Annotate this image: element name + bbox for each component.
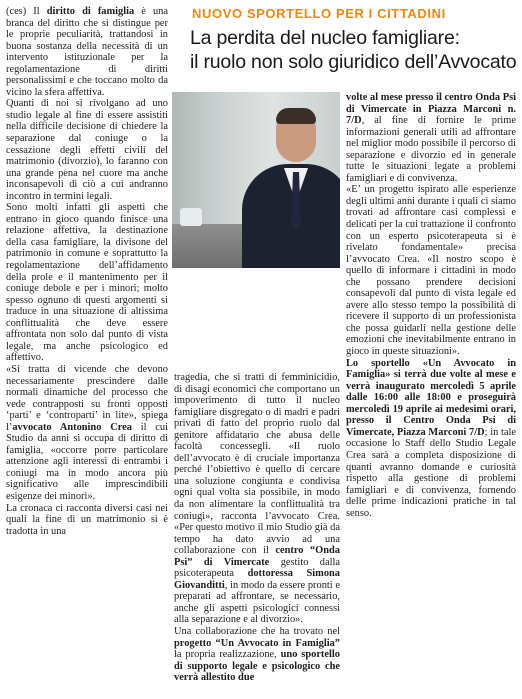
- paragraph-bold-text: dottoressa Simona Giovanditti: [174, 568, 341, 591]
- article-paragraph: [6, 98, 168, 202]
- article-paragraph: [6, 6, 168, 98]
- paragraph-text: tragedia, che si tratti di femminicidio, di disagi economici che comportano un impoverimento di tutto il nucleo famigliare disgregato o di madri e padri privati di fatto del proprio ruolo dal genitore affidatario che abusa delle facoltà concessegli. «Il ruolo dell’avvocato è di cruciale importanza perché l’obiettivo è quello di cercare una soluzione congiunta e condivisa ogni qual volta sia possibile, in modo da non alimentare la conflittualità tra coniugi», racconta l’avvocato Crea. «Per questo motivo il mio Studio già da tempo ha dato avvio ad una collaborazione con il: [174, 372, 340, 557]
- paragraph-text: gestito dalla psicoterapeuta: [174, 556, 340, 580]
- paragraph-text: , al fine di fornire le prime informazioni generali utili ad affrontare nel miglior modo possibile il percorso di separazione e divorzio ed in generale tutte le situazioni legate a problemi famigliari e di convivenza.: [346, 115, 516, 184]
- article-paragraph: [346, 92, 516, 184]
- paragraph-bold-text: centro “Onda Psi” di Vimercate: [174, 545, 340, 568]
- paragraph-text: la propria realizzazione,: [174, 649, 281, 661]
- paragraph-text: il cui Studio da anni si occupa di diritto di famiglia, «occorre porre particolare attenzione agli interessi di entrambi i coniugi ma in modo ancora più significativo alle imprescindibili esigenze dei minori».: [6, 421, 168, 502]
- paragraph-text: Sono molti infatti gli aspetti che entrano in gioco quando finisce una relazione affettiva, la destinazione della casa famigliare, la divisone del patrimonio in comune e soprattutto la regolamentazione dell’affidamento della prole e il mantenimento per il coniuge debole e per i minori; molto spesso ognuno di questi argomenti si traduce in una situazione di altissima conflittualità che deve essere affrontata non solo dal punto di vista legale, ma anche psicologico ed affettivo.: [6, 202, 168, 364]
- paragraph-bold-text: diritto di famiglia: [46, 6, 135, 17]
- headline-line-2: il ruolo non solo giuridico dell’Avvocato: [190, 51, 517, 73]
- article-paragraph: [6, 364, 168, 503]
- article-paragraph: [6, 503, 168, 538]
- article-paragraph: [174, 626, 340, 684]
- paragraph-bold-text: progetto “Un Avvocato in Famiglia”: [174, 637, 340, 649]
- article-paragraph: [6, 202, 168, 364]
- article-headline: [190, 26, 518, 74]
- paragraph-bold-text: avvocato Antonino Crea: [12, 421, 132, 433]
- paragraph-text: è una branca del diritto che si distingue per le proprie peculiarità, trattandosi in buona sostanza della necessità di un intervento istituzionale per la regolamentazione di diritti personalissimi e che toccano molto da vicino la sfera affettiva.: [6, 6, 168, 98]
- article-paragraph: [174, 372, 340, 626]
- section-kicker: NUOVO SPORTELLO PER I CITTADINI: [192, 6, 446, 21]
- paragraph-text: «Si tratta di vicende che devono necessariamente prescindere dalle normali dinamiche del processo che vede contrapposti su fronti opposti ‘parti’ e ‘controparti’ in lite», spiega l’: [6, 363, 168, 433]
- article-column-left: [6, 6, 168, 537]
- article-column-right: [346, 92, 516, 519]
- paragraph-text: Quanti di noi si rivolgano ad uno studio legale al fine di essere assistiti nella difficile decisione di chiedere la separazione dal coniuge o la cessazione degli effetti civili del matrimonio (divorzio), lo faranno con una grande pena nel cuore ma anche inconsapevoli di ciò a cui andranno incontro in termini legali.: [6, 98, 168, 202]
- article-paragraph: [346, 184, 516, 357]
- paragraph-bold-text: uno sportello di supporto legale e psicologico che verrà allestito due: [174, 649, 340, 684]
- lawyer-portrait-photo: [172, 92, 340, 268]
- paragraph-text: ; in tale occasione lo Staff dello Studio Legale Crea sarà a completa disposizione di quanti avranno domande e curiosità rispetto alla gestione di problemi famigliari e di convivenza, fornendo delle prime indicazioni pratiche in tal senso.: [346, 426, 516, 519]
- article-column-middle: [174, 372, 340, 684]
- paragraph-text: «E’ un progetto ispirato alle esperienze degli ultimi anni durante i quali ci siamo trovati ad affrontare casi complessi e delicati per la cui trattazione il confronto con un esperto psicoterapeuta si è rivelato fondamentale» precisa l’avvocato Crea. «Il nostro scopo è quello di informare i cittadini in modo che possano prendere decisioni consapevoli dal punto di vista legale ed avere allo stesso tempo la possibilità di ricevere il supporto di un professionista che possa guidarli nella gestione delle emozioni che inevitabilmente entrano in gioco in queste situazioni».: [346, 184, 516, 358]
- paragraph-text: La cronaca ci racconta diversi casi nei quali la fine di un matrimonio si è tradotta in una: [6, 502, 168, 537]
- paragraph-text: (ces) Il: [6, 6, 47, 17]
- paragraph-text: Una collaborazione che ha trovato nel: [174, 626, 340, 638]
- paragraph-bold-text: volte al mese presso il centro Onda Psi di Vimercate in Piazza Marconi n. 7/D: [346, 92, 516, 127]
- paragraph-text: , in modo da essere pronti e preparati ad affrontare, se necessario, anche gli aspetti psicologici connessi alla separazione e al divorzio».: [174, 579, 340, 626]
- paragraph-bold-text: Lo sportello «Un Avvocato in Famiglia» si terrà due volte al mese e verrà inaugurato mercoledì 5 aprile dalle 16:00 alle 18:00 e proseguirà mercoledì 19 aprile ai medesimi orari, presso il Centro Onda Psi di Vimercate, Piazza Marconi 7/D: [346, 357, 516, 438]
- headline-line-1: La perdita del nucleo famigliare:: [190, 27, 460, 49]
- article-paragraph: [346, 358, 516, 520]
